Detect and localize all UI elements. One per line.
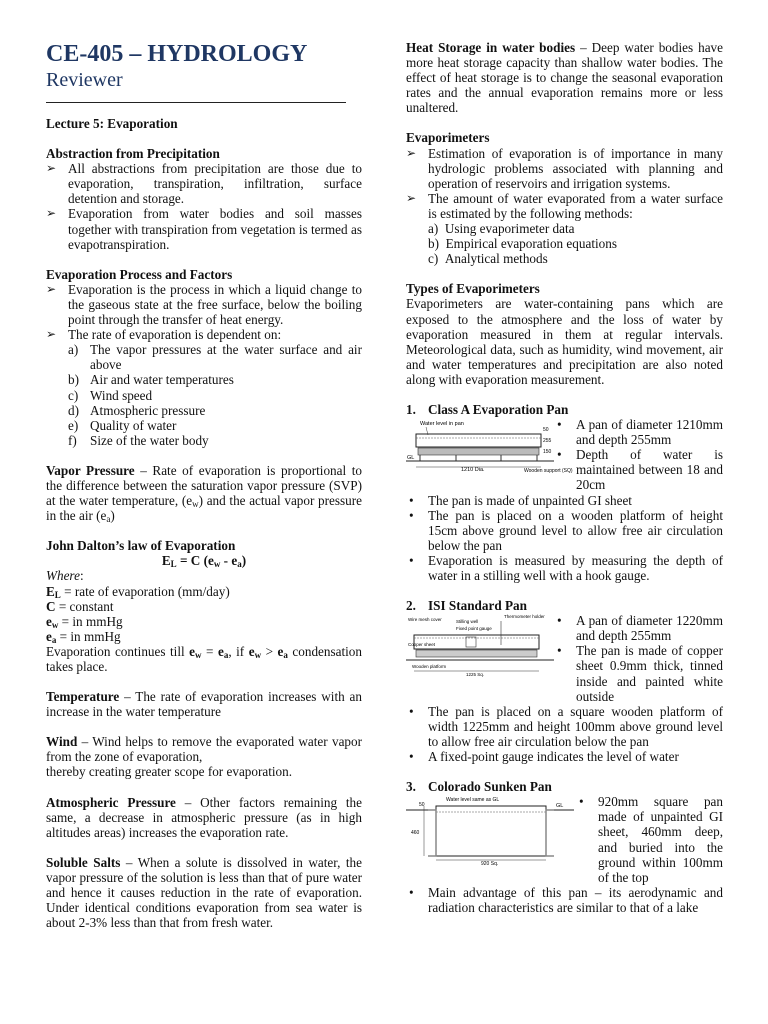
isi-heading: 2. ISI Standard Pan: [406, 598, 527, 614]
list-item: • The pan is placed on a square wooden platform of width 1225mm and height 100mm above ground level to allow free air circulation below the pan: [409, 703, 723, 749]
svg-text:1225 Sq.: 1225 Sq.: [466, 672, 485, 678]
list-item: ➢ Evaporation is the process in which a liquid change to the gaseous state at the free surface, below the boiling point through the transfer of heat energy.: [46, 281, 362, 328]
method-item: b) Empirical evaporation equations: [428, 236, 617, 252]
factor-item: e) Quality of water: [68, 417, 177, 433]
list-item: • The pan is made of unpainted GI sheet: [409, 492, 632, 508]
arrow-bullet-icon: ➢: [406, 190, 417, 205]
isi-section: [406, 613, 723, 704]
left-column: [46, 0, 362, 930]
types-heading: Types of Evaporimeters: [406, 281, 540, 297]
list-item: • Depth of water is maintained between 18 and 20cm: [557, 447, 723, 493]
factor-item: d) Atmospheric pressure: [68, 402, 206, 418]
class-a-pan-figure: [406, 417, 573, 479]
list-item: • Evaporation is measured by measuring the depth of water in a stilling well with a hook gauge.: [409, 552, 723, 583]
bullet-icon: •: [409, 507, 414, 523]
atmospheric-paragraph: Atmospheric Pressure – Other factors remaining the same, a decrease in atmospheric pressure (as in high altitudes areas) increases the evaporation rate.: [46, 794, 363, 840]
colorado-heading: 3. Colorado Sunken Pan: [406, 779, 552, 795]
factor-item: c) Wind speed: [68, 387, 153, 403]
isi-pan-figure: [406, 613, 556, 679]
list-item: ➢ Evaporation from water bodies and soil masses together with transpiration from vegetation is termed as evapotranspiration.: [46, 206, 362, 252]
right-column: [406, 40, 723, 915]
definition-el: $E_L$ = rate of evaporation (mm/day): [46, 583, 230, 600]
svg-text:Water level same as GL: Water level same as GL: [446, 797, 500, 804]
method-item: a) Using evaporimeter data: [428, 221, 575, 237]
temperature-paragraph: Temperature – The rate of evaporation increases with an increase in the water temperature: [46, 689, 362, 720]
list-item: • A pan of diameter 1210mm and depth 255mm: [557, 417, 723, 448]
list-item: • Main advantage of this pan – its aerodynamic and radiation characteristics are similar to that of a lake: [409, 884, 723, 915]
soluble-salts-paragraph: Soluble Salts – When a solute is dissolved in water, the vapor pressure of the solution is less than that of pure water and hence it causes reduction in the rate of evaporation. Under identical conditions evaporation from sea water is about 2-3% less than that from fresh water.: [46, 854, 362, 931]
svg-text:150: 150: [543, 449, 552, 456]
svg-text:Wooden platform: Wooden platform: [412, 664, 447, 670]
process-heading: Evaporation Process and Factors: [46, 266, 233, 282]
class-a-section: [406, 417, 723, 492]
types-paragraph: Evaporimeters are water-containing pans which are exposed to the atmosphere and the loss of water by evaporation measured in them at regular intervals. Meteorological data, such as humidity, wind movement, air and water temperatures and precipitation are also noted along with evaporation measurement.: [406, 296, 723, 387]
list-item: ➢ The amount of water evaporated from a water surface is estimated by the following methods:: [406, 190, 723, 221]
arrow-bullet-icon: ➢: [46, 281, 57, 296]
svg-text:255: 255: [543, 438, 552, 445]
svg-text:GL: GL: [407, 455, 415, 462]
list-item: • The pan is made of copper sheet 0.9mm thick, tinned inside and painted white outside: [557, 643, 723, 704]
list-item: ➢ Estimation of evaporation is of importance in many hydrologic problems associated with planning and operation of reservoirs and irrigation systems.: [406, 145, 723, 191]
lecture-heading: Lecture 5: Evaporation: [46, 116, 178, 131]
list-item: • The pan is placed on a wooden platform of height 15cm above ground level to allow free air circulation below the pan: [409, 507, 723, 553]
bullet-icon: •: [557, 417, 562, 433]
arrow-bullet-icon: ➢: [406, 145, 417, 160]
arrow-bullet-icon: ➢: [46, 161, 57, 176]
page-title: CE-405 – HYDROLOGY: [46, 41, 308, 67]
wind-paragraph-cont: thereby creating greater scope for evaporation.: [46, 764, 293, 780]
svg-text:Stilling well: Stilling well: [456, 619, 479, 625]
arrow-bullet-icon: ➢: [46, 206, 57, 221]
svg-text:50: 50: [543, 427, 549, 434]
svg-text:Thermometer holder: Thermometer holder: [504, 614, 545, 620]
svg-text:920 Sq.: 920 Sq.: [481, 861, 499, 868]
bullet-icon: •: [409, 492, 414, 508]
abstraction-heading: Abstraction from Precipitation: [46, 146, 220, 162]
bullet-icon: •: [557, 643, 562, 659]
colorado-pan-figure: [406, 794, 576, 866]
bullet-icon: •: [409, 703, 414, 719]
definition-ew: $e_w$ = in mmHg: [46, 613, 123, 630]
list-item: ➢ The rate of evaporation is dependent on:: [46, 327, 282, 343]
evaporimeters-heading: Evaporimeters: [406, 130, 490, 146]
class-a-heading: 1. Class A Evaporation Pan: [406, 401, 569, 417]
bullet-icon: •: [557, 613, 562, 629]
dalton-equation: $E_L = C$ $(e_w - e_a)$: [161, 553, 247, 570]
svg-text:Fixed point gauge: Fixed point gauge: [456, 626, 492, 632]
svg-text:Wooden support (SQ): Wooden support (SQ): [524, 468, 573, 475]
list-item: • A pan of diameter 1220mm and depth 255mm: [557, 613, 723, 644]
heat-storage-paragraph: Heat Storage in water bodies – Deep water bodies have more heat storage capacity than shallow water bodies. The effect of heat storage is to change the seasonal evaporation rates and the annual evaporation remains more or less unaltered.: [406, 40, 723, 116]
list-item: ➢ All abstractions from precipitation are those due to evaporation, transpiration, infiltration, surface detention and storage.: [46, 161, 362, 207]
definition-c: C = constant: [46, 598, 114, 614]
svg-text:GL: GL: [556, 803, 564, 810]
page-subtitle: Reviewer: [46, 69, 123, 91]
svg-text:Copper sheet: Copper sheet: [408, 642, 436, 648]
title-divider: [46, 102, 346, 103]
method-item: c) Analytical methods: [428, 251, 548, 267]
where-label: Where:: [46, 568, 84, 584]
svg-text:50: 50: [419, 802, 425, 809]
dalton-heading: John Dalton’s law of Evaporation: [46, 538, 236, 554]
bullet-icon: •: [579, 794, 584, 810]
bullet-icon: •: [409, 749, 414, 765]
condensation-note: Evaporation continues till $e_w = e_a$, if $e_w > e_a$ condensation takes place.: [46, 643, 362, 674]
svg-text:1210 Dia.: 1210 Dia.: [461, 467, 485, 474]
wind-paragraph: Wind – Wind helps to remove the evaporated water vapor from the zone of evaporation,: [46, 734, 362, 765]
svg-text:460: 460: [411, 830, 420, 837]
bullet-icon: •: [557, 447, 562, 463]
arrow-bullet-icon: ➢: [46, 327, 57, 342]
list-item: • 920mm square pan made of unpainted GI sheet, 460mm deep, and buried into the ground within 100mm of the top: [579, 794, 723, 885]
definition-ea: $e_a$ = in mmHg: [46, 628, 121, 645]
list-item: • A fixed-point gauge indicates the level of water: [409, 749, 679, 765]
bullet-icon: •: [409, 552, 414, 568]
colorado-section: [406, 794, 723, 885]
svg-text:Wire mesh cover: Wire mesh cover: [408, 617, 442, 623]
factor-item: f) Size of the water body: [68, 432, 209, 448]
svg-text:Water level in pan: Water level in pan: [420, 421, 464, 428]
bullet-icon: •: [409, 884, 414, 900]
vapor-pressure-paragraph: Vapor Pressure – Rate of evaporation is proportional to the difference between the saturation vapor pressure (SVP) at the water temperature, $(e_w)$ and the actual vapor pressure in the air $(e_a)$: [46, 462, 362, 525]
factor-item: b) Air and water temperatures: [68, 372, 234, 388]
factor-item: a) The vapor pressures at the water surface and air above: [68, 342, 362, 373]
